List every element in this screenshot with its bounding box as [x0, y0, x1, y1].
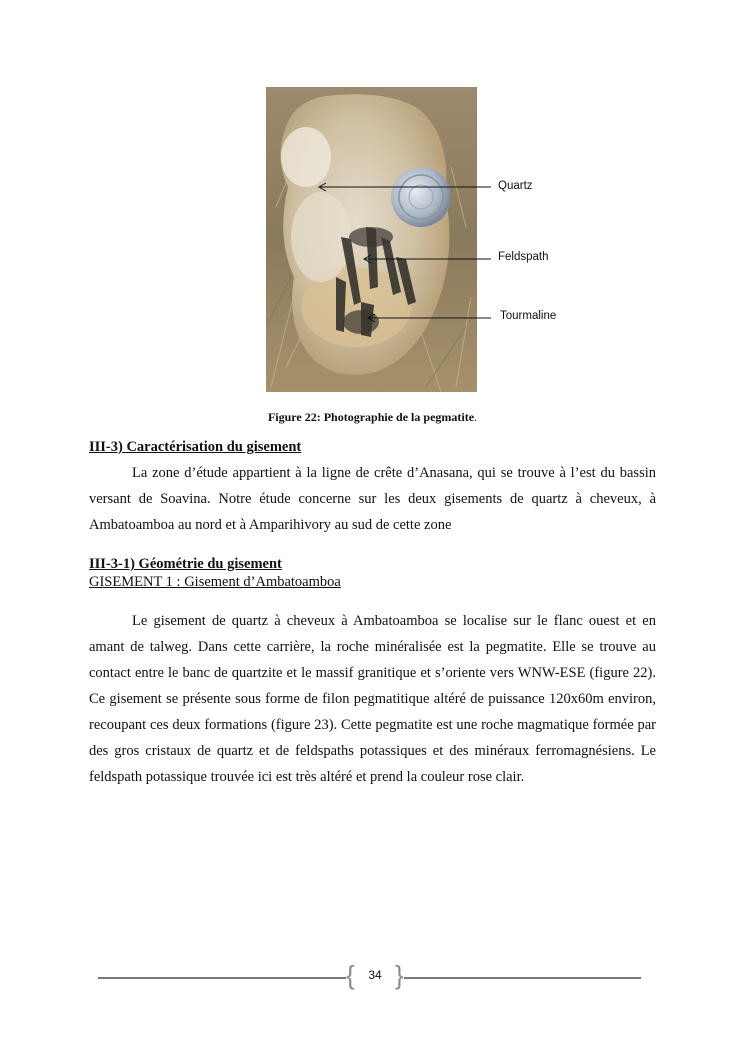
section-heading: III-3) Caractérisation du gisement	[89, 439, 302, 455]
footer-bracket-left: {	[346, 960, 355, 990]
callout-quartz: Quartz	[498, 180, 533, 192]
section-paragraph-text: La zone d’étude appartient à la ligne de crête d’Anasana, qui se trouve à l’est du bassin versant de Soavina. Notre étude concerne sur les deux gisements de quartz à cheveux, à Ambatoamboa au nord et à Amparihivory au sud de cette zone	[89, 465, 656, 533]
callout-tourmaline: Tourmaline	[500, 310, 557, 322]
deposit-paragraph-text: Le gisement de quartz à cheveux à Ambatoamboa se localise sur le flanc ouest et en amant de talweg. Dans cette carrière, la roche minéralisée est la pegmatite. Elle se trouve au contact entre le banc de quartzite et le massif granitique et s’oriente vers WNW-ESE (figure 22). Ce gisement se présente sous forme de filon pegmatitique altéré de puissance 120x60m environ, recoupant ces deux formations (figure 23). Cette pegmatite est une roche magmatique formée par des gros cristaux de quartz et de feldspaths potassiques et des minéraux ferromagnésiens. Le feldspath potassique trouvée ici est très altéré et prend la couleur rose clair.	[89, 613, 656, 785]
page-number: 34	[368, 968, 382, 982]
page-footer	[0, 960, 745, 990]
deposit-paragraph	[89, 608, 656, 790]
figure-caption	[0, 410, 745, 425]
figure-caption-label: Figure 22: Photographie de la pegmatite	[267, 410, 475, 424]
figure-caption-period: .	[474, 410, 478, 424]
footer-bracket-right: }	[395, 960, 404, 990]
section-paragraph	[89, 460, 656, 538]
footer-rule-left	[98, 977, 346, 979]
footer-rule-right	[404, 977, 641, 979]
callout-feldspath: Feldspath	[498, 251, 549, 263]
subsection-heading: III-3-1) Géométrie du gisement	[89, 556, 282, 572]
deposit-subtitle: GISEMENT 1 : Gisement d’Ambatoamboa	[89, 574, 341, 590]
